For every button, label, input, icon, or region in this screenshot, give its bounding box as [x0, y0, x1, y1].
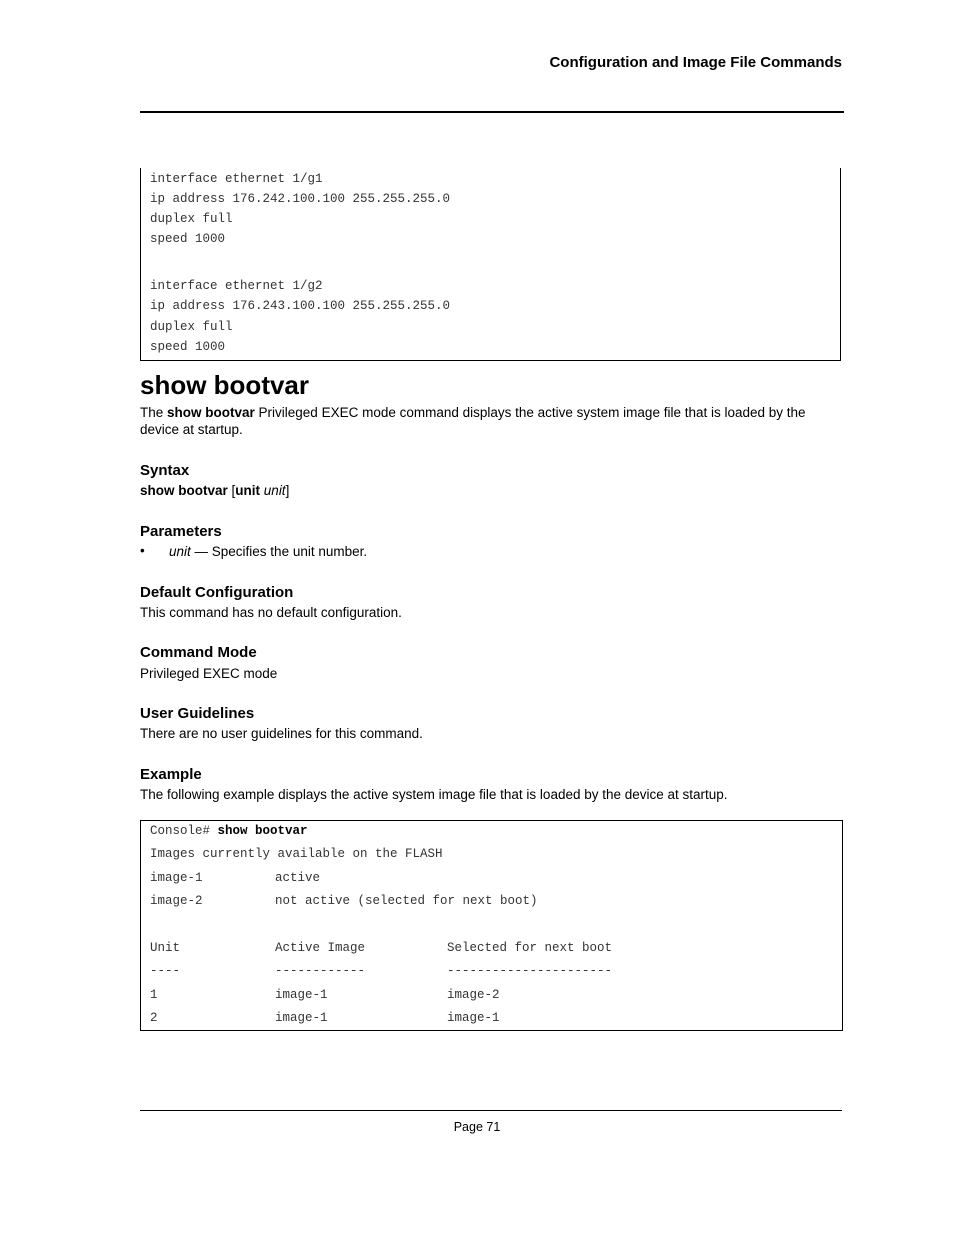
image-status: not active (selected for next boot) [275, 894, 538, 908]
image-name: image-2 [150, 894, 203, 908]
user-guidelines-heading: User Guidelines [140, 705, 255, 722]
table-cell: image-1 [275, 988, 328, 1002]
console-prompt: Console# [150, 824, 218, 838]
image-status: active [275, 871, 321, 885]
parameter-item [169, 543, 839, 560]
syntax-keyword: unit [235, 483, 261, 498]
config-code-block [140, 168, 841, 361]
header-divider [140, 111, 844, 113]
table-dashes: ---------------------- [447, 964, 613, 978]
section-title: show bootvar [140, 370, 310, 400]
console-command-line [150, 824, 308, 838]
intro-pre: The [140, 405, 168, 420]
code-line: speed 1000 [150, 340, 226, 354]
code-line: duplex full [150, 320, 233, 334]
user-guidelines-text: There are no user guidelines for this command. [140, 726, 423, 741]
table-cell: 2 [150, 1011, 158, 1025]
intro-post: Privileged EXEC mode command displays the active system image file that is loaded by the device at startup. [140, 405, 806, 437]
example-heading: Example [140, 766, 202, 783]
example-text: The following example displays the active system image file that is loaded by the device at startup. [140, 787, 728, 802]
page-number: Page 71 [453, 1120, 501, 1134]
flash-line: Images currently available on the FLASH [150, 847, 443, 861]
syntax-command: show bootvar [140, 483, 228, 498]
table-cell: image-1 [447, 1011, 500, 1025]
table-dashes: ---- [150, 964, 181, 978]
code-line: speed 1000 [150, 232, 226, 246]
running-header: Configuration and Image File Commands [549, 54, 842, 71]
syntax-open: [ [227, 483, 236, 498]
image-name: image-1 [150, 871, 203, 885]
command-mode-heading: Command Mode [140, 644, 257, 661]
parameter-description: — Specifies the unit number. [190, 544, 368, 559]
default-config-text: This command has no default configuration. [140, 605, 402, 620]
intro-command: show bootvar [167, 405, 255, 420]
footer-divider [140, 1110, 842, 1111]
table-header-active: Active Image [275, 941, 366, 955]
code-line: ip address 176.242.100.100 255.255.255.0 [150, 192, 451, 206]
command-mode-text: Privileged EXEC mode [140, 666, 278, 681]
table-header-unit: Unit [150, 941, 181, 955]
table-dashes: ------------ [275, 964, 366, 978]
syntax-line [140, 482, 840, 499]
parameter-name: unit [169, 544, 191, 559]
syntax-close: ] [285, 483, 290, 498]
default-config-heading: Default Configuration [140, 584, 294, 601]
code-line: duplex full [150, 212, 233, 226]
syntax-heading: Syntax [140, 462, 190, 479]
bullet-icon: • [140, 543, 145, 558]
intro-paragraph [140, 404, 840, 438]
table-cell: image-1 [275, 1011, 328, 1025]
table-cell: image-2 [447, 988, 500, 1002]
code-line: interface ethernet 1/g1 [150, 172, 323, 186]
table-header-selected: Selected for next boot [447, 941, 613, 955]
code-line: ip address 176.243.100.100 255.255.255.0 [150, 299, 451, 313]
example-code-block [140, 820, 843, 1031]
parameters-heading: Parameters [140, 523, 222, 540]
syntax-argument: unit [263, 483, 286, 498]
table-cell: 1 [150, 988, 158, 1002]
code-line: interface ethernet 1/g2 [150, 279, 323, 293]
console-command: show bootvar [217, 824, 308, 838]
